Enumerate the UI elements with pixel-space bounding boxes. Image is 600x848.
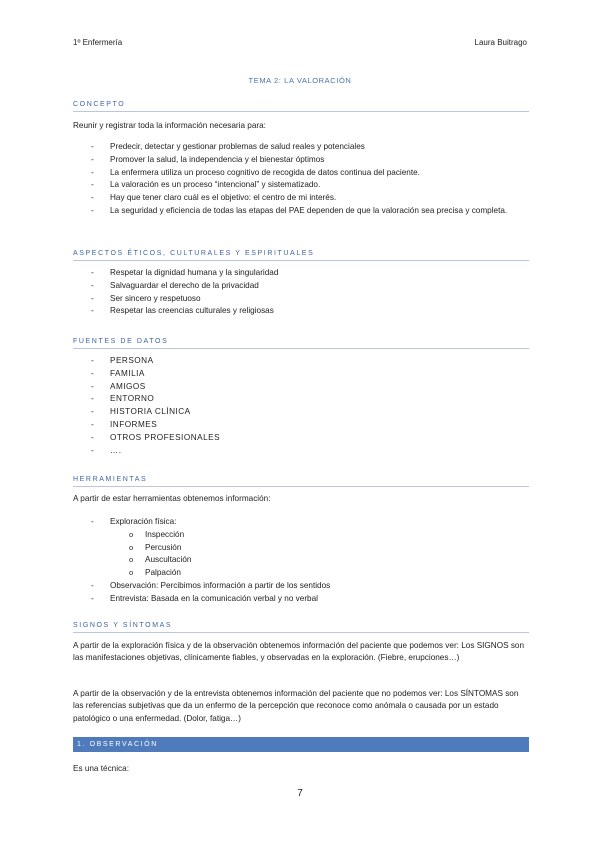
list-item: - PERSONA	[91, 356, 154, 365]
list-item: - Exploración física: o Inspección o Percusión o Auscultación o Palpación	[73, 516, 529, 580]
list-item: - INFORMES	[91, 419, 158, 429]
list-item: - Salvaguardar el derecho de la privacidad	[91, 280, 259, 290]
list-item: - Respetar la dignidad humana y la singularidad	[91, 268, 279, 277]
sub-list-item: o Percusión	[129, 542, 182, 552]
list-item: - ENTORNO	[91, 394, 155, 404]
observacion-intro: Es una técnica:	[73, 764, 129, 773]
list-item: - Predecir, detectar y gestionar problemas de salud reales y potenciales	[91, 142, 365, 151]
herramientas-list	[73, 516, 529, 606]
page-number: 7	[297, 788, 303, 799]
page-title: TEMA 2: LA VALORACIÓN	[248, 76, 352, 85]
list-item: - La valoración es un proceso “intencional” y sistematizado.	[91, 180, 321, 190]
list-item: - La seguridad y eficiencia de todas las etapas del PAE dependen de que la valoración sea precisa y completa.	[91, 205, 508, 215]
list-item: - Entrevista: Basada en la comunicación verbal y no verbal	[91, 593, 318, 603]
section-heading-fuentes: FUENTES DE DATOS	[73, 338, 529, 349]
list-item: - La enfermera utiliza un proceso cognitivo de recogida de datos continua del paciente.	[91, 167, 420, 177]
signos-paragraph-1: A partir de la exploración física y de la observación obtenemos información del paciente que podemos ver: Los SIGNOS son las manifestaciones objetivas, clínicamente fiables, y observadas en la exploración. (Fiebre, erupciones…)	[73, 641, 525, 663]
list-item: - FAMILIA	[91, 368, 145, 378]
concepto-list	[73, 141, 529, 218]
signos-paragraph-2: A partir de la observación y de la entrevista obtenemos información del paciente que no podemos ver: Los SÍNTOMAS son las referencias subjetivas que da un enfermo de la percepción que reconoce como anómala o causada por un estado patológico o una enfermedad. (Dolor, fatiga…)	[73, 689, 519, 723]
sub-list-item: o Inspección	[129, 529, 185, 539]
list-item: - Hay que tener claro cuál es el objetivo: el centro de mi interés.	[91, 193, 337, 203]
list-item: - Observación: Percibimos información a partir de los sentidos	[91, 580, 331, 590]
concepto-intro: Reunir y registrar toda la información necesaria para:	[73, 121, 266, 130]
aspectos-list	[73, 267, 529, 318]
list-item: - Ser sincero y respetuoso	[91, 293, 201, 303]
list-item: - HISTORIA CLÍNICA	[91, 407, 191, 417]
section-heading-herramientas: HERRAMIENTAS	[73, 476, 529, 487]
header-left: 1º Enfermería	[73, 38, 123, 47]
section-heading-observacion: 1. OBSERVACIÓN	[73, 737, 529, 752]
list-item: - AMIGOS	[91, 381, 146, 391]
list-item: - OTROS PROFESIONALES	[91, 432, 221, 442]
section-heading-concepto: CONCEPTO	[73, 101, 529, 112]
list-item: - Promover la salud, la independencia y el bienestar óptimos	[91, 154, 325, 164]
exploracion-sublist	[110, 529, 529, 580]
sub-list-item: o Auscultación	[129, 555, 192, 565]
list-item: - ….	[91, 445, 122, 455]
fuentes-list	[73, 355, 529, 457]
header-right: Laura Buitrago	[474, 38, 527, 47]
sub-list-item: o Palpación	[129, 568, 181, 578]
section-heading-signos: SIGNOS Y SÍNTOMAS	[73, 622, 529, 633]
list-item: - Respetar las creencias culturales y religiosas	[91, 306, 274, 316]
section-heading-aspectos: ASPECTOS ÉTICOS, CULTURALES Y ESPIRITUALES	[73, 250, 529, 261]
herramientas-intro: A partir de estar herramientas obtenemos información:	[73, 494, 271, 503]
